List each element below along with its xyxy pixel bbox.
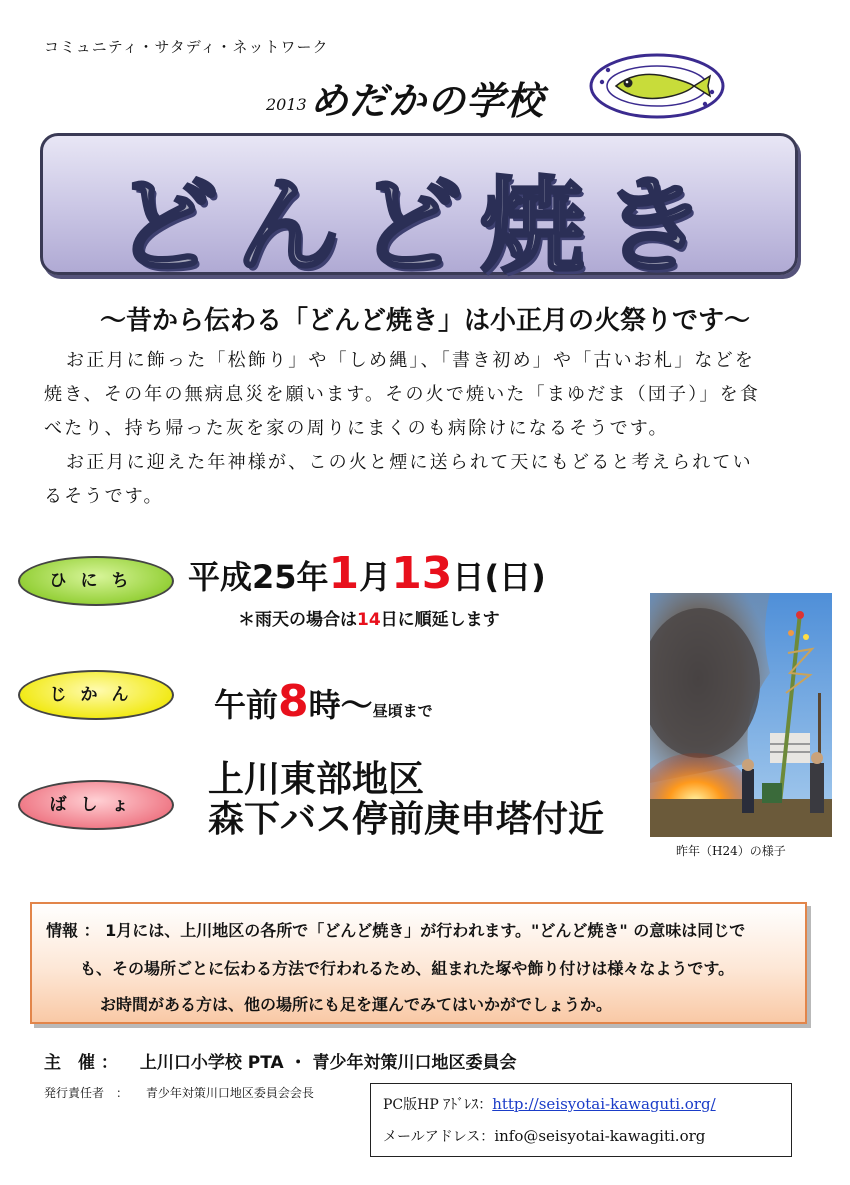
body-line: お正月に迎えた年神様が、この火と煙に送られて天にもどると考えられてい [66, 452, 753, 473]
mail-address [383, 1126, 705, 1146]
publisher-value: 青少年対策川口地区委員会会長 [145, 1086, 314, 1100]
body-line: べたり、持ち帰った灰を家の周りにまくのも病除けになるそうです。 [44, 418, 669, 439]
host [44, 1048, 517, 1073]
time-prefix: 午前 [214, 686, 279, 724]
publisher-label: 発行責任者 ： [44, 1086, 129, 1100]
homepage-link[interactable]: http://seisyotai-kawaguti.org/ [492, 1095, 716, 1113]
date-era: 平成25年 [188, 558, 329, 596]
rain-suffix: 日に順延します [380, 610, 500, 630]
photo-caption: 昨年（H24）の様子 [676, 844, 786, 858]
time-label-oval: じかん [18, 670, 174, 720]
info-line-3: お時間がある方は、他の場所にも足を運んでみてはいかがでしょうか。 [100, 995, 613, 1014]
body-line: 焼き、その年の無病息災を願います。その火で焼いた「まゆだま（団子）」を食 [44, 384, 761, 405]
year-label: 2013 [266, 95, 307, 114]
place-line-2: 森下バス停前庚申塔付近 [208, 799, 605, 840]
rain-day: 14 [357, 610, 381, 630]
event-date [188, 548, 546, 599]
date-day-unit: 日 [452, 558, 485, 596]
info-line-1: 情報 ： 1月には、上川地区の各所で「どんど焼き」が行われます。"どんど焼き" の意味は同じで [46, 921, 746, 940]
rain-notice [238, 605, 500, 630]
pc-label: PC版HP ｱﾄﾞﾚｽ： [383, 1097, 493, 1113]
place-line-1: 上川東部地区 [208, 759, 425, 800]
date-day: 13 [391, 548, 453, 599]
host-value: 上川口小学校 PTA ・ 青少年対策川口地区委員会 [139, 1053, 517, 1073]
date-weekday: (日) [484, 558, 546, 596]
place-label-oval: ばしょ [18, 780, 174, 830]
date-month-unit: 月 [359, 558, 392, 596]
subtitle: ～昔から伝わる「どんど焼き」は小正月の火祭りです～ [99, 306, 750, 336]
date-month: 1 [328, 548, 360, 599]
mail-value[interactable]: info@seisyotai-kawagiti.org [494, 1127, 706, 1145]
host-label: 主 催 ： [44, 1053, 118, 1073]
contact-box [370, 1083, 792, 1157]
title-banner [40, 133, 798, 287]
event-title: どんど焼き [113, 165, 724, 287]
event-time [214, 676, 433, 727]
network-name: コミュニティ・サタディ・ネットワーク [44, 38, 329, 56]
body-line: お正月に飾った「松飾り」や「しめ縄」、「書き初め」や「古いお札」などを [66, 350, 755, 371]
rain-prefix: ＊雨天の場合は [238, 610, 357, 630]
school-name: めだかの学校 [310, 79, 545, 123]
mail-label: メールアドレス： [383, 1129, 495, 1145]
info-line-2: も、その場所ごとに伝わる方法で行われるため、組まれた塚や飾り付けは様々なようです。 [80, 959, 735, 978]
medaka-fish-logo [588, 52, 726, 120]
publisher [44, 1084, 314, 1101]
body-line: るそうです。 [44, 486, 164, 507]
bonfire-photo [650, 593, 832, 837]
time-hour: 8 [278, 676, 309, 727]
time-suffix: 時～ [308, 686, 373, 724]
pc-homepage [383, 1094, 716, 1114]
time-until: 昼頃まで [372, 702, 433, 720]
info-box [30, 902, 807, 1024]
event-place [208, 760, 604, 840]
date-label-oval: ひにち [18, 556, 174, 606]
